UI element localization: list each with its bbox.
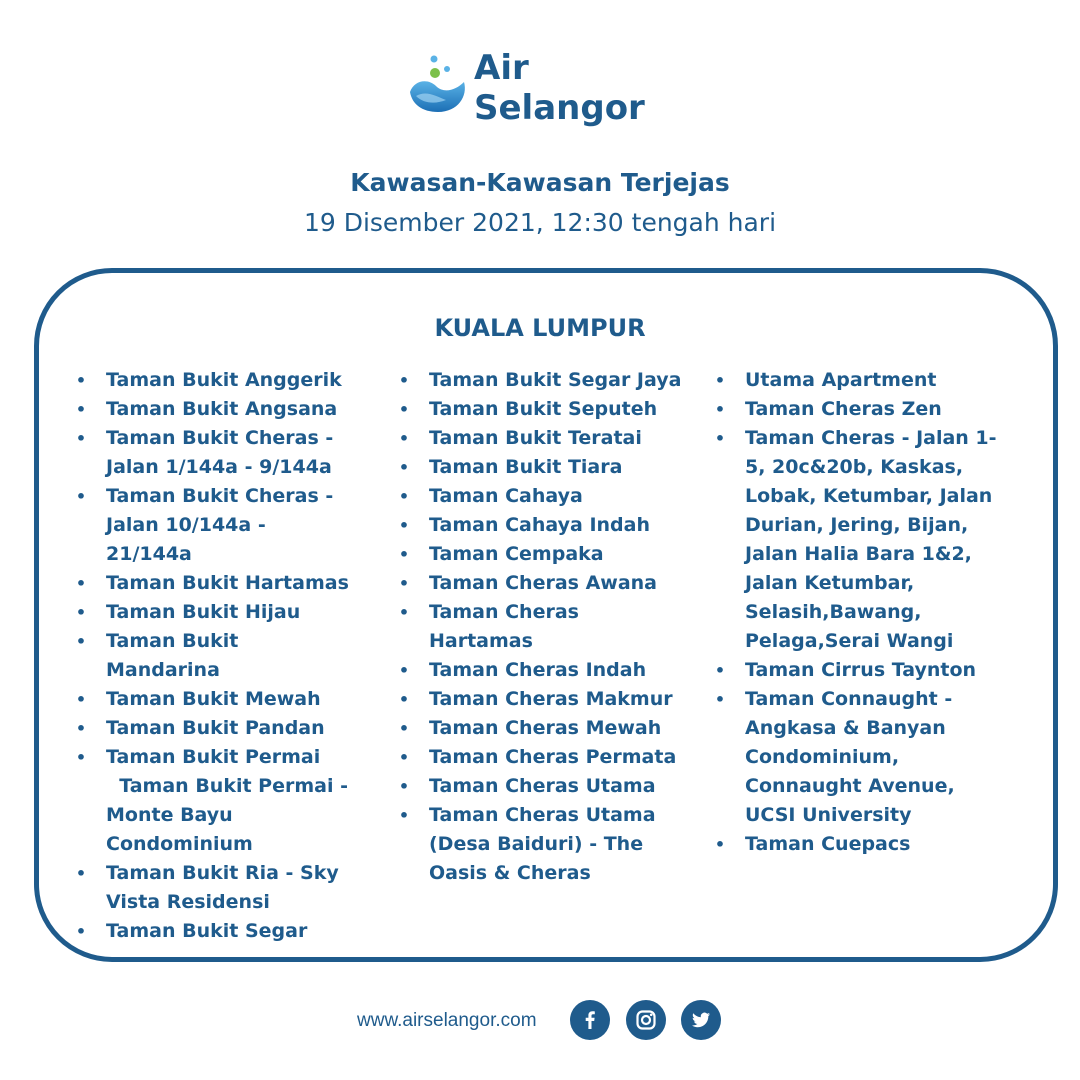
- bullet-icon: •: [398, 806, 410, 825]
- bullet-icon: •: [398, 487, 410, 506]
- facebook-icon[interactable]: [570, 1000, 610, 1040]
- page-subtitle: 19 Disember 2021, 12:30 tengah hari: [303, 208, 777, 237]
- area-name: Taman Cheras Awana: [429, 572, 657, 594]
- brand-name: Air Selangor: [474, 48, 645, 128]
- area-list-item: [713, 424, 998, 656]
- page-title: Kawasan-Kawasan Terjejas: [350, 168, 730, 197]
- bullet-icon: •: [714, 661, 726, 680]
- area-list-item: [397, 540, 687, 569]
- area-list-item: [74, 366, 354, 395]
- bullet-icon: •: [714, 400, 726, 419]
- area-list-item: [397, 511, 687, 540]
- bullet-icon: •: [714, 371, 726, 390]
- bullet-icon: •: [75, 748, 87, 767]
- bullet-icon: •: [398, 400, 410, 419]
- bullet-icon: •: [398, 545, 410, 564]
- bullet-icon: •: [398, 719, 410, 738]
- area-name: Taman Bukit Cheras - Jalan 10/144a - 21/144a: [106, 485, 334, 565]
- area-name: Taman Bukit Ria - Sky Vista Residensi: [106, 862, 339, 913]
- area-list-item: [397, 453, 687, 482]
- area-name: Taman Bukit Anggerik: [106, 369, 342, 391]
- bullet-icon: •: [398, 429, 410, 448]
- website-link[interactable]: www.airselangor.com: [357, 1010, 537, 1031]
- area-name: Taman Cahaya: [429, 485, 583, 507]
- area-name: Taman Cheras Utama (Desa Baiduri) - The Oasis & Cheras: [429, 804, 656, 884]
- area-list-item: [74, 482, 354, 569]
- area-list-column-2: [397, 366, 687, 888]
- bullet-icon: •: [75, 487, 87, 506]
- area-list-item: [74, 859, 354, 917]
- area-list-item: [713, 656, 998, 685]
- bullet-icon: •: [75, 603, 87, 622]
- area-name: Taman Cheras Mewah: [429, 717, 662, 739]
- area-name: Taman Bukit Segar Jaya: [429, 369, 682, 391]
- bullet-icon: •: [75, 632, 87, 651]
- area-list-item: [397, 598, 687, 656]
- bullet-icon: •: [398, 516, 410, 535]
- bullet-icon: •: [714, 835, 726, 854]
- area-list-item: [397, 772, 687, 801]
- area-name: Taman Cuepacs: [745, 833, 911, 855]
- area-list-item: [74, 627, 354, 685]
- bullet-icon: •: [75, 371, 87, 390]
- bullet-icon: •: [75, 719, 87, 738]
- area-list-item: [74, 714, 354, 743]
- area-name: Taman Connaught - Angkasa & Banyan Condominium, Connaught Avenue, UCSI University: [745, 688, 955, 826]
- area-list-item: [74, 598, 354, 627]
- area-name: Taman Cheras - Jalan 1-5, 20c&20b, Kaskas, Lobak, Ketumbar, Jalan Durian, Jering, Bijan, Jalan Halia Bara 1&2, Jalan Ketumbar, Selasih,Bawang, Pelaga,Serai Wangi: [745, 427, 997, 652]
- area-name: Taman Cheras Hartamas: [429, 601, 579, 652]
- area-name: Taman Bukit Angsana: [106, 398, 338, 420]
- bullet-icon: •: [75, 400, 87, 419]
- area-name: Taman Bukit Segar: [106, 920, 308, 942]
- bullet-icon: •: [398, 777, 410, 796]
- bullet-icon: •: [398, 748, 410, 767]
- area-name: Taman Bukit Seputeh: [429, 398, 658, 420]
- area-name: Taman Bukit Cheras - Jalan 1/144a - 9/144a: [106, 427, 334, 478]
- bullet-icon: •: [75, 429, 87, 448]
- area-list-item: [74, 685, 354, 714]
- bullet-icon: •: [714, 429, 726, 448]
- area-name: Taman Cheras Permata: [429, 746, 677, 768]
- area-list-item: [74, 569, 354, 598]
- area-name: Taman Cirrus Taynton: [745, 659, 977, 681]
- area-name: Taman Bukit Teratai: [429, 427, 642, 449]
- bullet-icon: •: [398, 371, 410, 390]
- area-name: Taman Cheras Utama: [429, 775, 656, 797]
- area-name: Taman Cheras Indah: [429, 659, 647, 681]
- area-name: Taman Bukit Pandan: [106, 717, 325, 739]
- area-list-item: [397, 482, 687, 511]
- area-list-item: [713, 395, 998, 424]
- area-list-column-1: [74, 366, 354, 946]
- area-name: Taman Cempaka: [429, 543, 604, 565]
- area-name: Taman Bukit Tiara: [429, 456, 623, 478]
- region-heading: KUALA LUMPUR: [434, 314, 646, 342]
- bullet-icon: •: [75, 922, 87, 941]
- area-list-item: [397, 424, 687, 453]
- bullet-icon: •: [75, 864, 87, 883]
- bullet-icon: •: [75, 690, 87, 709]
- area-list-item: [713, 830, 998, 859]
- area-list-item: [713, 366, 998, 395]
- bullet-icon: •: [714, 690, 726, 709]
- area-list-item: [74, 424, 354, 482]
- area-list-item: [74, 395, 354, 424]
- instagram-icon[interactable]: [626, 1000, 666, 1040]
- area-list-item: [397, 569, 687, 598]
- area-list-column-3: [713, 366, 998, 859]
- area-list-item: [397, 366, 687, 395]
- water-drop-logo-icon: [406, 52, 470, 118]
- bullet-icon: •: [398, 458, 410, 477]
- area-name: Taman Cheras Makmur: [429, 688, 673, 710]
- bullet-icon: •: [398, 690, 410, 709]
- area-list-item: [397, 801, 687, 888]
- bullet-icon: •: [398, 661, 410, 680]
- area-name: Taman Cheras Zen: [745, 398, 942, 420]
- area-list-item: [713, 685, 998, 830]
- area-name: Taman Cahaya Indah: [429, 514, 650, 536]
- area-name: Utama Apartment: [745, 369, 937, 391]
- area-name: Taman Bukit Hartamas: [106, 572, 349, 594]
- twitter-icon[interactable]: [681, 1000, 721, 1040]
- area-list-item: [74, 743, 354, 859]
- area-name: Taman Bukit Permai Taman Bukit Permai - Monte Bayu Condominium: [106, 746, 348, 855]
- bullet-icon: •: [75, 574, 87, 593]
- bullet-icon: •: [398, 574, 410, 593]
- area-name: Taman Bukit Mewah: [106, 688, 321, 710]
- area-name: Taman Bukit Mandarina: [106, 630, 239, 681]
- area-list-item: [74, 917, 354, 946]
- area-list-item: [397, 743, 687, 772]
- brand-logo: [406, 48, 706, 128]
- footer: [0, 998, 1080, 1044]
- bullet-icon: •: [398, 603, 410, 622]
- area-list-item: [397, 714, 687, 743]
- area-name: Taman Bukit Hijau: [106, 601, 301, 623]
- area-list-item: [397, 685, 687, 714]
- area-list-item: [397, 656, 687, 685]
- area-list-item: [397, 395, 687, 424]
